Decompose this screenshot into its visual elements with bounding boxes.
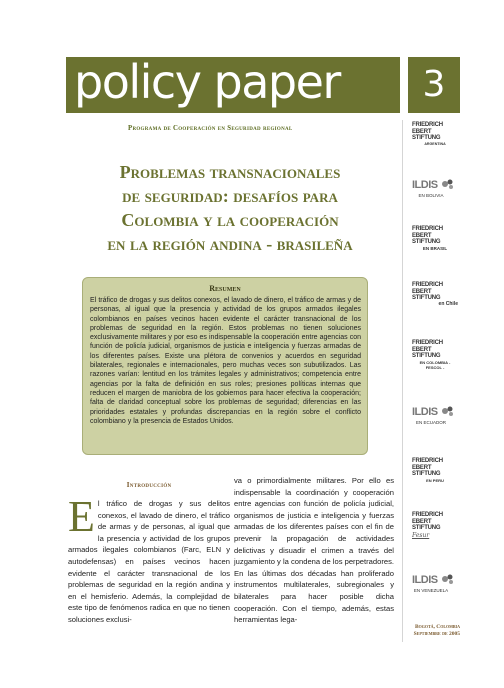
ildis-dots-icon [442,179,454,189]
logo-country: EN ECUADOR [415,420,446,425]
abstract-heading: Resumen [209,284,241,293]
logo-name: ILDIS [412,179,438,191]
body-column-1 [68,492,230,626]
logo-name: EBERT [412,464,432,471]
logo-country: EN BRASIL [422,245,448,251]
footer-date: Septiembre de 2005 [413,631,460,637]
fes-brasil-logo [412,226,458,251]
logo-signature: Fesur [412,531,430,539]
fes-fesur-logo [412,512,458,539]
document-title [70,160,390,256]
logo-country: EN VENEZUELA [413,588,449,593]
footer [404,624,460,638]
logo-name: STIFTUNG [412,525,441,531]
logo-name: ILDIS [412,574,438,586]
section-heading: Introducción [126,480,172,489]
program-name: Programa de Cooperación en Seguridad regional [128,125,293,132]
logo-name: EBERT [412,128,432,135]
sidebar-divider [402,120,403,642]
logo-country: en Chile [438,300,458,307]
logo-name: ILDIS [412,406,438,418]
logo-name: EBERT [412,518,432,525]
body-column-2: va o primordialmente militares. Por ello es indispensable la coordinación y cooperación entre agencias con función de policía judicial, organismos de justicia e inteligencia y fuerzas armadas de los diferentes países con el fin de prevenir la propagación de actividades delictivas y disuadir el crimen a través del juzgamiento y la condena de los perpetradores. En las últimas dos décadas han proliferado instrumentos multilaterales, subregionales y bilaterales para hacer posible dicha cooperación. Con el tiempo, además, estas herramientas lega- [234,476,394,625]
ildis-dots-icon [442,574,454,584]
title-line: Problemas transnacionales [119,162,341,182]
fes-peru-logo [412,458,458,483]
logo-name: STIFTUNG [412,353,441,359]
fes-argentina-logo [412,122,458,147]
logo-name: EBERT [412,288,432,295]
issue-number: 3 [408,57,460,113]
ildis-venezuela-logo [412,570,458,593]
ildis-bolivia-logo [412,175,458,198]
paragraph-text: l tráfico de drogas y sus delitos conexos, el lavado de dinero, el tráfico de armas y de personas, al igual que la presencia y actividad de los grupos armados ilegales colombianos (Farc, ELN y autodefensas) en países vecinos hacen evidente el carácter transnacional de los problemas de seguridad en la región andina y en el hemisferio. Además, la complejidad de este tipo de fenómenos radica en que no tienen soluciones exclusi- [68,499,230,624]
logo-name: FRIEDRICH [412,282,443,288]
title-line: en la región andina - brasileña [107,234,353,254]
logo-name: EBERT [412,232,432,239]
publication-title: policy paper [74,55,340,109]
logo-name: STIFTUNG [412,471,441,477]
ildis-ecuador-logo [412,402,458,425]
fes-colombia-logo [412,340,458,370]
logo-name: EBERT [412,346,432,353]
logo-name: STIFTUNG [412,135,441,141]
logo-name: FRIEDRICH [412,340,443,346]
logo-country: EN BOLIVIA [418,193,444,198]
logo-name: FRIEDRICH [412,512,443,518]
title-line: de seguridad: desafíos para [122,186,338,206]
logo-country: EN COLOMBIA - FESCOL - [419,359,451,370]
logo-country: ARGENTINA [424,141,446,146]
footer-place: Bogotá, Colombia [414,624,460,630]
fes-chile-logo [412,282,458,307]
ildis-dots-icon [442,406,454,416]
title-line: Colombia y la cooperación [121,210,339,230]
logo-country: EN PERU [426,477,444,483]
drop-cap: E [68,492,95,541]
logo-name: FRIEDRICH [412,226,443,232]
logo-name: STIFTUNG [412,239,441,245]
abstract-text: El tráfico de drogas y sus delitos conexos, el lavado de dinero, el tráfico de armas y de personas, al igual que la presencia y actividad de los grupos armados ilegales colombianos en países vecinos hacen evidente el carácter transnacional de los problemas de seguridad en la región. Estos problemas no tienen soluciones exclusivamente militares y por eso es indispensable la cooperación entre agencias con función de policía judicial, organismos de justicia e inteligencia y fuerzas armadas de los diferentes países. Existe una plétora de convenios y acuerdos en seguridad bilaterales, regionales e internacionales, pero muchas veces son subutilizados. Las razones varían: lentitud en los trámites legales y administrativos; competencia entre agencias por la falta de definición en sus roles; presiones políticas internas que reducen el margen de maniobra de los gobiernos para hacer efectiva la cooperación; falta de claridad conceptual sobre los problemas de seguridad; diferencias en las prioridades estatales y profundas discrepancias en la región sobre el conflicto colombiano y la presencia de Estados Unidos. [90,297,361,425]
logo-name: FRIEDRICH [412,458,443,464]
logo-name: STIFTUNG [412,295,441,301]
logo-name: FRIEDRICH [412,122,443,128]
